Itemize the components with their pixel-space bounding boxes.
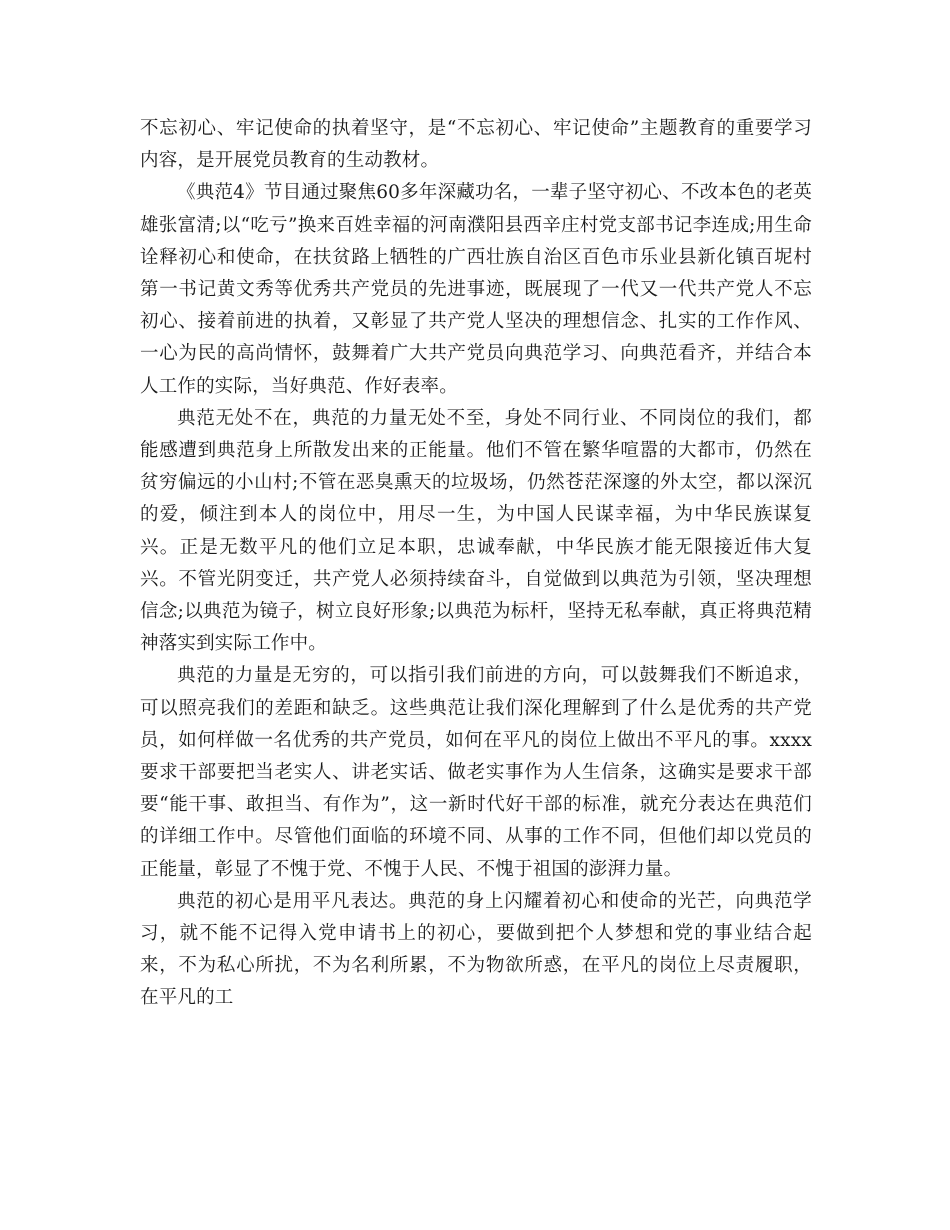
document-page [140, 113, 812, 1015]
paragraph-4: 典范的力量是无穷的，可以指引我们前进的方向，可以鼓舞我们不断追求，可以照亮我们的差距和缺乏。这些典范让我们深化理解到了什么是优秀的共产党员，如何样做一名优秀的共产党员，如何在平凡的岗位上做出不平凡的事。xxxx要求干部要把当老实人、讲老实话、做老实事作为人生信条，这确实是要求干部要“能干事、敢担当、有作为”，这一新时代好干部的标准，就充分表达在典范们的详细工作中。尽管他们面临的环境不同、从事的工作不同，但他们却以党员的正能量，彰显了不愧于党、不愧于人民、不愧于祖国的澎湃力量。 [140, 665, 812, 880]
paragraph-2: 《典范4》节目通过聚焦60多年深藏功名，一辈子坚守初心、不改本色的老英雄张富清;以“吃亏”换来百姓幸福的河南濮阳县西辛庄村党支部书记李连成;用生命诠释初心和使命，在扶贫路上牺牲的广西壮族自治区百色市乐业县新化镇百坭村第一书记黄文秀等优秀共产党员的先进事迹，既展现了一代又一代共产党人不忘初心、接着前进的执着，又彰显了共产党人坚决的理想信念、扎实的工作作风、一心为民的高尚情怀，鼓舞着广大共产党员向典范学习、向典范看齐，并结合本人工作的实际，当好典范、作好表率。 [140, 182, 812, 397]
paragraph-5: 典范的初心是用平凡表达。典范的身上闪耀着初心和使命的光芒，向典范学习，就不能不记得入党申请书上的初心，要做到把个人梦想和党的事业结合起来，不为私心所扰，不为名利所累，不为物欲所惑，在平凡的岗位上尽责履职，在平凡的工 [140, 890, 812, 1009]
paragraph-3: 典范无处不在，典范的力量无处不至，身处不同行业、不同岗位的我们，都能感遭到典范身上所散发出来的正能量。他们不管在繁华喧嚣的大都市，仍然在贫穷偏远的小山村;不管在恶臭熏天的垃圾场，仍然苍茫深邃的外太空，都以深沉的爱，倾注到本人的岗位中，用尽一生，为中国人民谋幸福，为中华民族谋复兴。正是无数平凡的他们立足本职，忠诚奉献，中华民族才能无限接近伟大复兴。不管光阴变迁，共产党人必须持续奋斗，自觉做到以典范为引领，坚决理想信念;以典范为镜子，树立良好形象;以典范为标杆，坚持无私奉献，真正将典范精神落实到实际工作中。 [140, 407, 812, 655]
paragraph-1: 不忘初心、牢记使命的执着坚守，是“不忘初心、牢记使命”主题教育的重要学习内容，是开展党员教育的生动教材。 [140, 118, 812, 172]
